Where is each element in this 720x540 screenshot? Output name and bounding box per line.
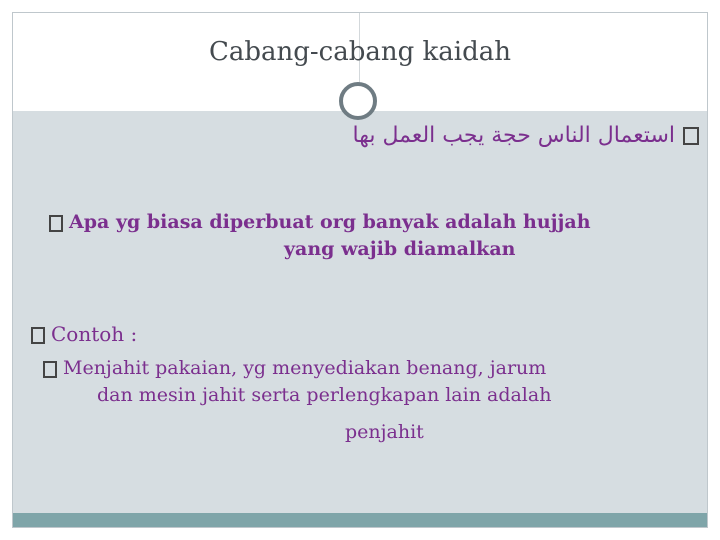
box-bullet-icon xyxy=(43,361,57,378)
slide-title: Cabang-cabang kaidah xyxy=(208,37,512,67)
content-area xyxy=(13,111,707,517)
footer-bar xyxy=(13,513,707,527)
ring-icon xyxy=(339,82,377,120)
point3-line2: dan mesin jahit serta perlengkapan lain adalah xyxy=(97,384,552,406)
slide xyxy=(12,12,708,528)
bullet-point-1 xyxy=(49,209,709,263)
box-bullet-icon xyxy=(31,327,45,344)
point3-line1: Menjahit pakaian, yg menyediakan benang, jarum xyxy=(63,357,547,379)
point2-text: Contoh : xyxy=(51,322,138,346)
box-bullet-icon xyxy=(49,215,63,232)
point3-line3: penjahit xyxy=(345,421,424,443)
bullet-point-3 xyxy=(43,355,713,446)
point1-line2: yang wajib diamalkan xyxy=(284,238,516,260)
point1-line1: Apa yg biasa diperbuat org banyak adalah hujjah xyxy=(69,211,591,233)
box-bullet-icon xyxy=(683,127,699,145)
arabic-rule-line xyxy=(353,123,699,148)
bullet-point-2 xyxy=(31,321,137,348)
arabic-rule-text: استعمال الناس حجة يجب العمل بها xyxy=(352,123,675,148)
